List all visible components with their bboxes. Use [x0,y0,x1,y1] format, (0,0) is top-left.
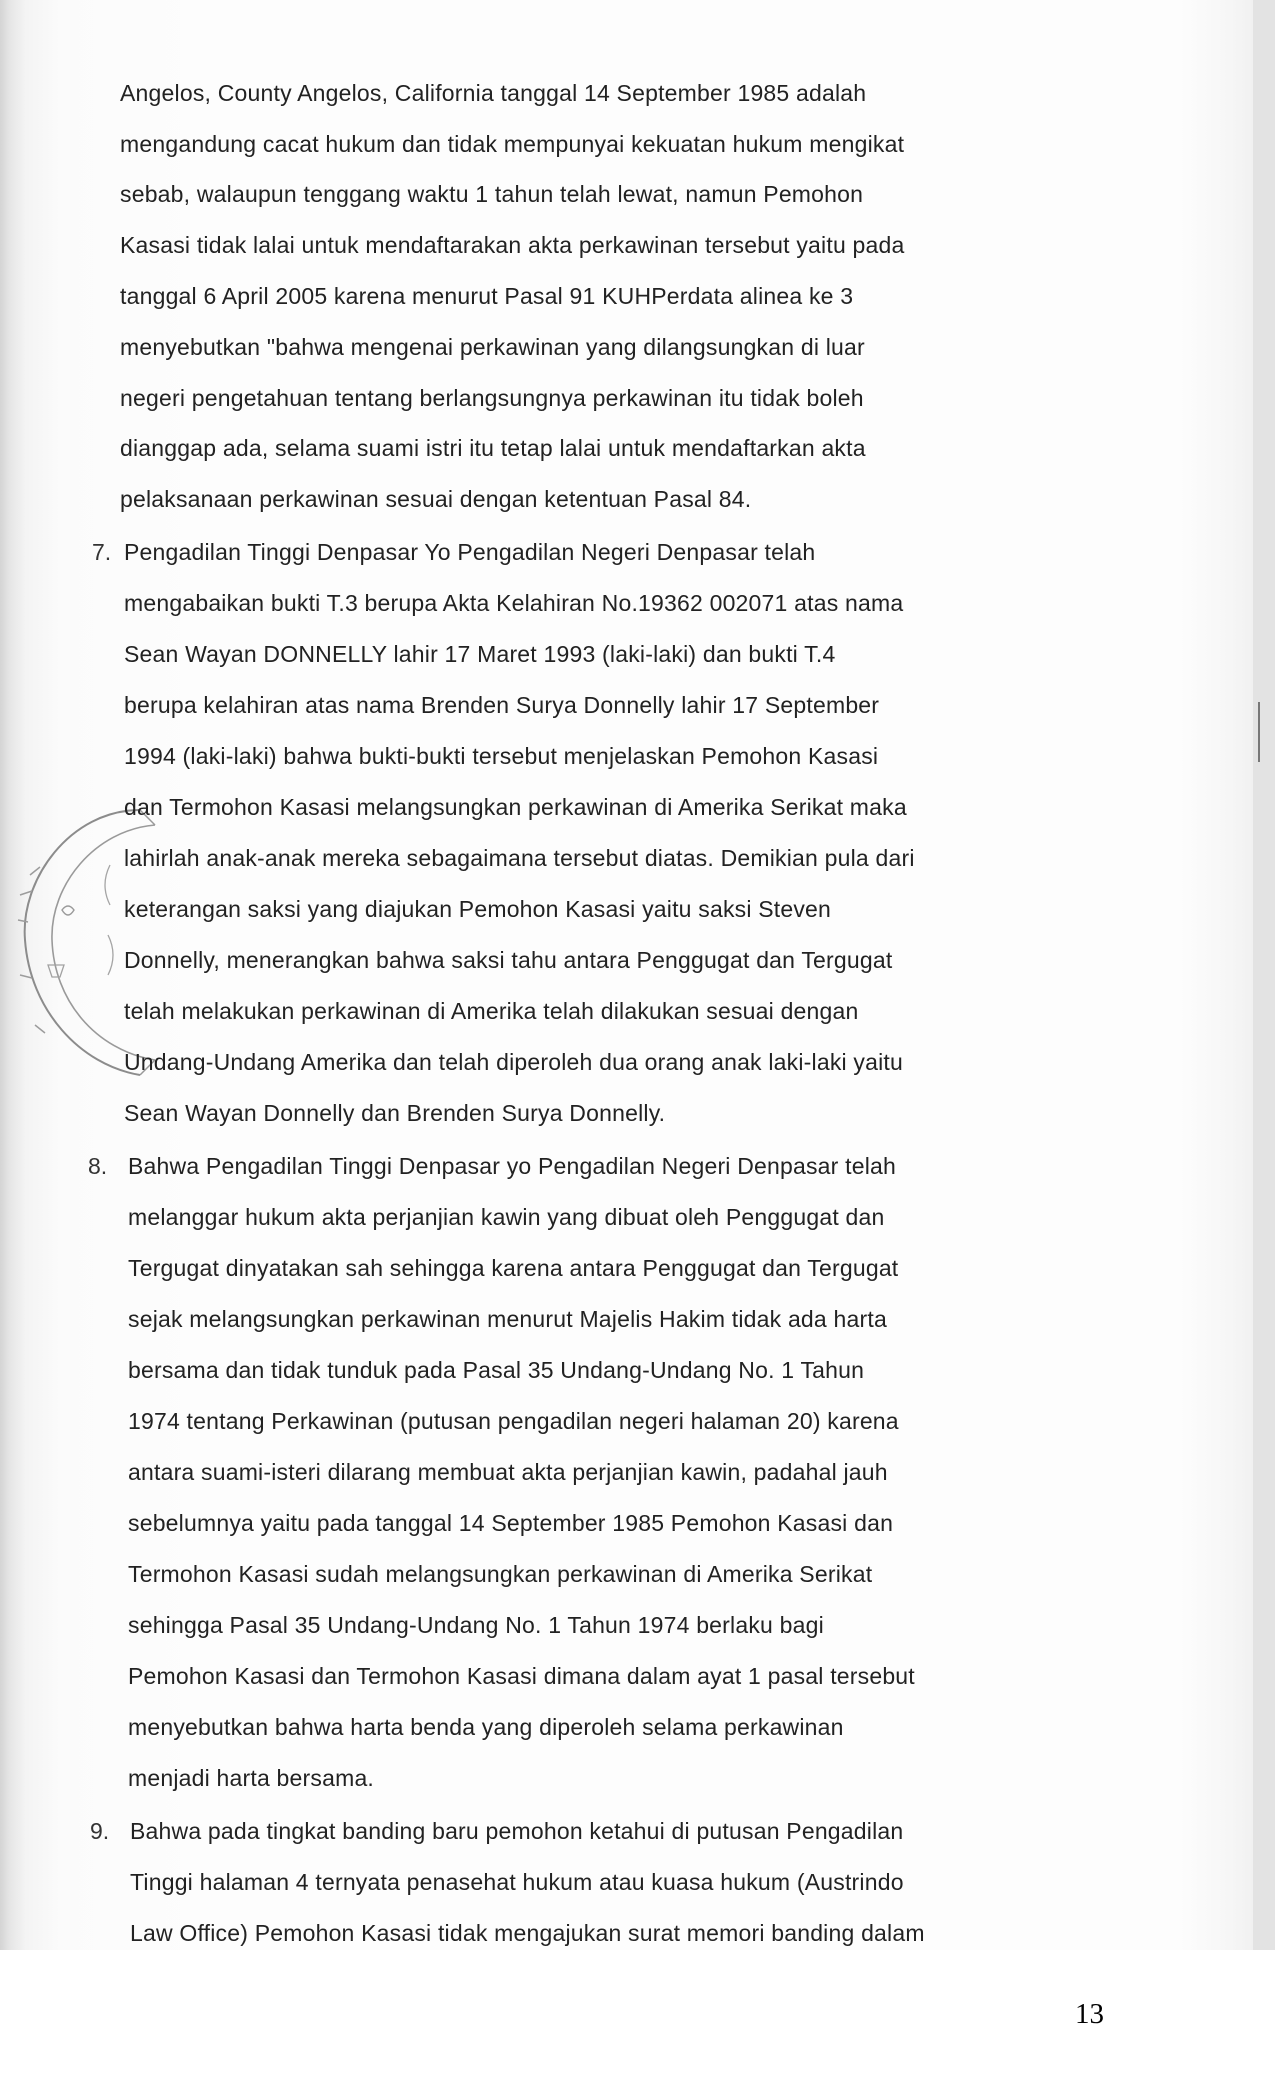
item-number: 9. [90,1818,110,1844]
text-line: Angelos, County Angelos, California tanggal 14 September 1985 adalah [120,80,867,106]
text-line: sebelumnya yaitu pada tanggal 14 September 1985 Pemohon Kasasi dan [128,1510,894,1536]
text-line: Sean Wayan DONNELLY lahir 17 Maret 1993 (laki-laki) dan bukti T.4 [124,641,836,667]
text-line: Kasasi tidak lalai untuk mendaftarakan akta perkawinan tersebut yaitu pada [120,232,905,258]
text-line: sebab, walaupun tenggang waktu 1 tahun telah lewat, namun Pemohon [120,181,864,207]
text-line: Bahwa Pengadilan Tinggi Denpasar yo Pengadilan Negeri Denpasar telah [128,1153,896,1179]
item-number: 8. [88,1153,108,1179]
text-line: menjadi harta bersama. [128,1765,375,1791]
text-line: sejak melangsungkan perkawinan menurut Majelis Hakim tidak ada harta [128,1306,887,1332]
text-line: dianggap ada, selama suami istri itu tetap lalai untuk mendaftarkan akta [120,435,866,461]
text-line: Donnelly, menerangkan bahwa saksi tahu antara Penggugat dan Tergugat [124,947,893,973]
text-line: mengabaikan bukti T.3 berupa Akta Kelahiran No.19362 002071 atas nama [124,590,904,616]
text-line: menyebutkan "bahwa mengenai perkawinan yang dilangsungkan di luar [120,334,865,360]
text-line: lahirlah anak-anak mereka sebagaimana tersebut diatas. Demikian pula dari [124,845,915,871]
text-line: Tergugat dinyatakan sah sehingga karena antara Penggugat dan Tergugat [128,1255,899,1281]
text-line: Pengadilan Tinggi Denpasar Yo Pengadilan Negeri Denpasar telah [124,539,816,565]
text-line: menyebutkan bahwa harta benda yang diperoleh selama perkawinan [128,1714,844,1740]
text-line: 1994 (laki-laki) bahwa bukti-bukti tersebut menjelaskan Pemohon Kasasi [124,743,879,769]
text-line: dan Termohon Kasasi melangsungkan perkawinan di Amerika Serikat maka [124,794,907,820]
text-line: keterangan saksi yang diajukan Pemohon Kasasi yaitu saksi Steven [124,896,832,922]
text-line: bersama dan tidak tunduk pada Pasal 35 Undang-Undang No. 1 Tahun [128,1357,865,1383]
text-line: antara suami-isteri dilarang membuat akta perjanjian kawin, padahal jauh [128,1459,888,1485]
text-line: Law Office) Pemohon Kasasi tidak mengajukan surat memori banding dalam [130,1920,925,1946]
text-line: pelaksanaan perkawinan sesuai dengan ketentuan Pasal 84. [120,486,752,512]
text-line: Sean Wayan Donnelly dan Brenden Surya Donnelly. [124,1100,666,1126]
text-line: mengandung cacat hukum dan tidak mempunyai kekuatan hukum mengikat [120,131,905,157]
text-line: Undang-Undang Amerika dan telah diperoleh dua orang anak laki-laki yaitu [124,1049,904,1075]
text-line: berupa kelahiran atas nama Brenden Surya Donnelly lahir 17 September [124,692,880,718]
item-number: 7. [92,539,112,565]
text-line: Bahwa pada tingkat banding baru pemohon ketahui di putusan Pengadilan [130,1818,904,1844]
page-number: 13 [1075,1998,1104,2030]
text-line: Termohon Kasasi sudah melangsungkan perkawinan di Amerika Serikat [128,1561,873,1587]
text-line: melanggar hukum akta perjanjian kawin yang dibuat oleh Penggugat dan [128,1204,885,1230]
text-line: tanggal 6 April 2005 karena menurut Pasal 91 KUHPerdata alinea ke 3 [120,283,854,309]
text-line: negeri pengetahuan tentang berlangsungnya perkawinan itu tidak boleh [120,385,864,411]
text-line: sehingga Pasal 35 Undang-Undang No. 1 Tahun 1974 berlaku bagi [128,1612,824,1638]
text-line: Pemohon Kasasi dan Termohon Kasasi dimana dalam ayat 1 pasal tersebut [128,1663,915,1689]
text-line: telah melakukan perkawinan di Amerika telah dilakukan sesuai dengan [124,998,859,1024]
text-line: Tinggi halaman 4 ternyata penasehat hukum atau kuasa hukum (Austrindo [130,1869,904,1895]
text-line: 1974 tentang Perkawinan (putusan pengadilan negeri halaman 20) karena [128,1408,899,1434]
